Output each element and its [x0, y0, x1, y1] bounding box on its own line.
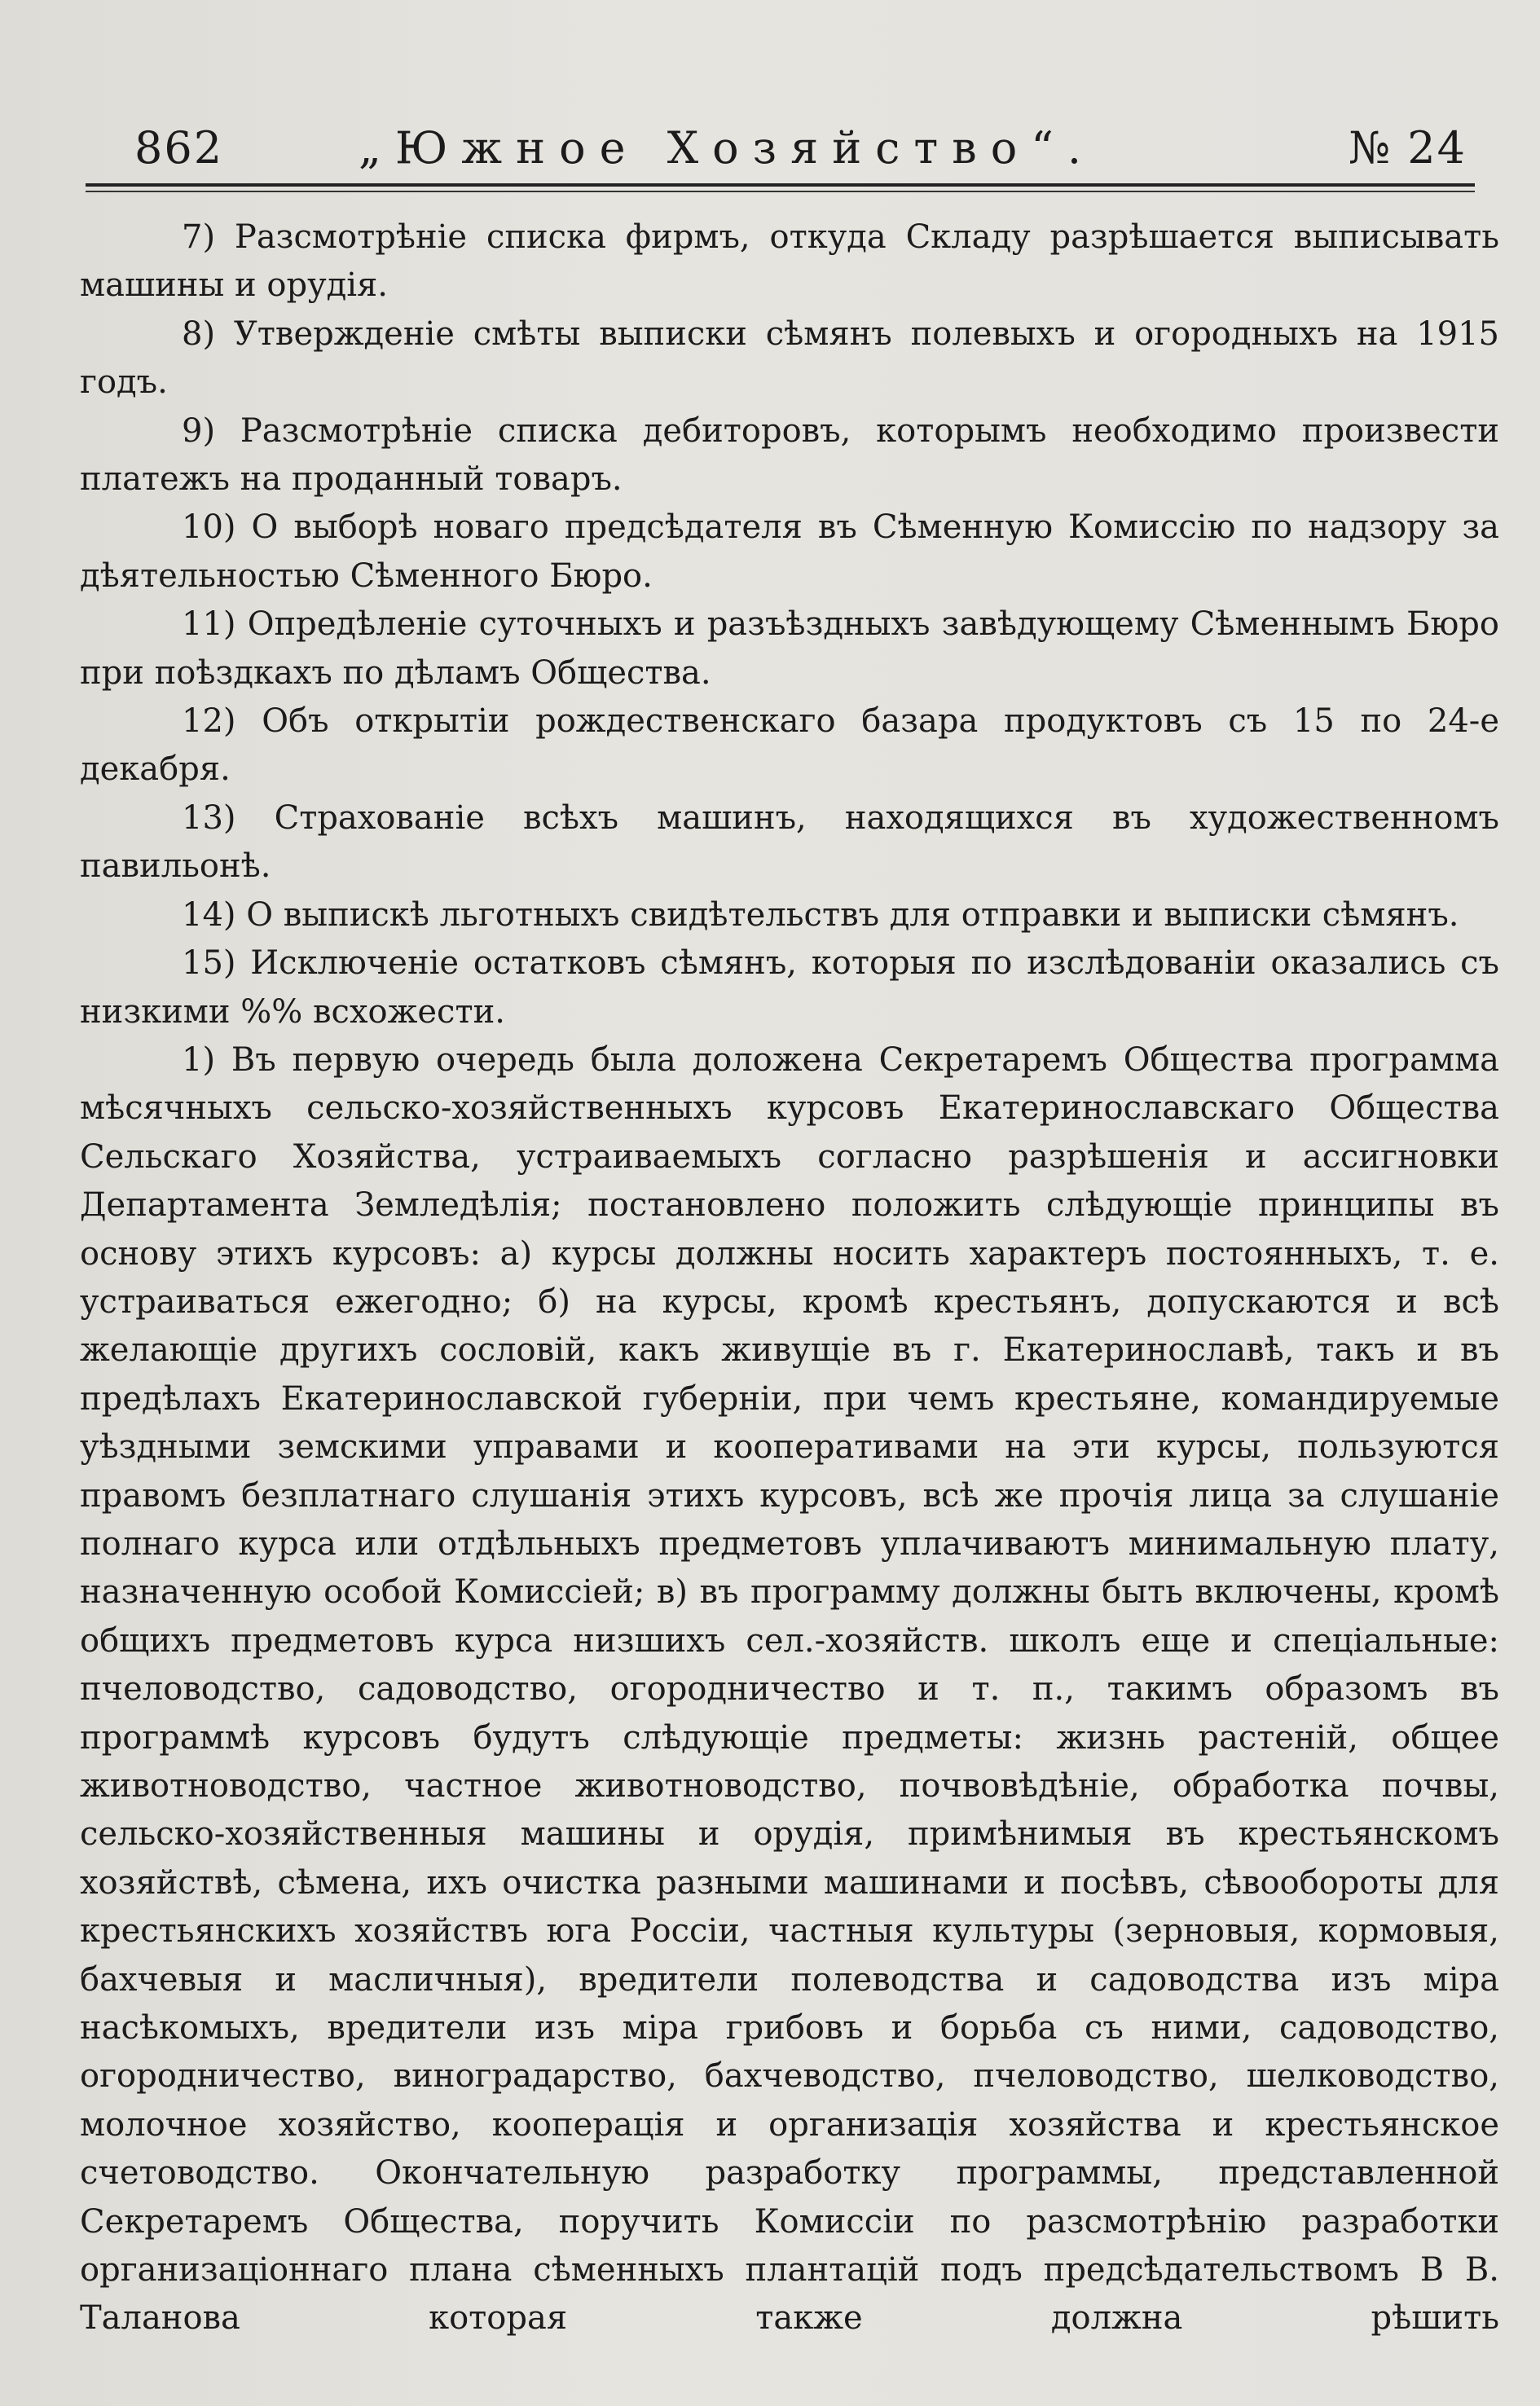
article-body [80, 213, 1499, 2343]
journal-title: „Южное Хозяйство“. [359, 122, 1095, 174]
agenda-item-7: 7) Разсмотрѣніе списка фирмъ, откуда Складу разрѣшается выписывать машины и орудія. [80, 218, 1499, 305]
agenda-item-13: 13) Страхованіе всѣхъ машинъ, находящихся въ художественномъ павильонѣ. [80, 798, 1499, 886]
agenda-item-9: 9) Разсмотрѣніе списка дебиторовъ, которымъ необходимо произвести платежъ на проданный товаръ. [80, 411, 1499, 499]
running-header [90, 122, 1467, 187]
decision-paragraph-1: 1) Въ первую очередь была доложена Секретаремъ Общества программа мѣсячныхъ сельско-хозяйственныхъ курсовъ Екатеринославскаго Общества Сельскаго Хозяйства, устраиваемыхъ согласно разрѣшенія и ассигновки Департамента Земледѣлія; постановлено положить слѣдующіе принципы въ основу этихъ курсовъ: а) курсы должны носить характеръ постоянныхъ, т. е. устраиваться ежегодно; б) на курсы, кромѣ крестьянъ, допускаются и всѣ желающіе другихъ сословій, какъ живущіе въ г. Екатеринославѣ, такъ и въ предѣлахъ Екатеринославской губерніи, при чемъ крестьяне, командируемые уѣздными земскими управами и кооперативами на эти курсы, пользуются правомъ безплатнаго слушанія этихъ курсовъ, всѣ же прочія лица за слушаніе полнаго курса или отдѣльныхъ предметовъ уплачиваютъ минимальную плату, назначенную особой Комиссіей; в) въ программу должны быть включены, кромѣ общихъ предметовъ курса низшихъ сел.-хозяйств. школъ еще и спеціальные: пчеловодство, садоводство, огородничество и т. п., такимъ образомъ въ программѣ курсовъ будутъ слѣдующіе предметы: жизнь растеній, общее животноводство, частное животноводство, почвовѣдѣніе, обработка почвы, сельско-хозяйственныя машины и орудія, примѣнимыя въ крестьянскомъ хозяйствѣ, сѣмена, ихъ очистка разными машинами и посѣвъ, сѣвообороты для крестьянскихъ хозяйствъ юга Россіи, частныя культуры (зерновыя, кормовыя, бахчевыя и масличныя), вредители полеводства и садоводства изъ міра насѣкомыхъ, вредители изъ міра грибовъ и борьба съ ними, садоводство, огородничество, виноградарство, бахчеводство, пчеловодство, шелководство, молочное хозяйство, кооперація и организація хозяйства и крестьянское счетоводство. Окончательную разработку программы, представленной Секретаремъ Общества, поручить Комиссіи по разсмотрѣнію разработки организаціоннаго плана сѣменныхъ плантацій подъ предсѣдательствомъ В В. Таланова которая также должна рѣшить [80, 1040, 1499, 2338]
agenda-item-15: 15) Исключеніе остатковъ сѣмянъ, которыя по изслѣдованіи оказались съ низкими %% всхожести. [80, 944, 1499, 1031]
header-rule-thin [86, 191, 1475, 192]
agenda-item-8: 8) Утвержденіе смѣты выписки сѣмянъ полевыхъ и огородныхъ на 1915 годъ. [80, 314, 1499, 402]
agenda-item-14: 14) О выпискѣ льготныхъ свидѣтельствъ для отправки и выписки сѣмянъ. [182, 895, 1459, 934]
issue-number: № 24 [1349, 122, 1467, 174]
page-number: 862 [134, 122, 224, 174]
agenda-item-12: 12) Объ открытіи рождественскаго базара продуктовъ съ 15 по 24-е декабря. [80, 702, 1499, 789]
agenda-item-10: 10) О выборѣ новаго предсѣдателя въ Сѣменную Комиссію по надзору за дѣятельностью Сѣменного Бюро. [80, 508, 1499, 595]
agenda-item-11: 11) Опредѣленіе суточныхъ и разъѣздныхъ завѣдующему Сѣменнымъ Бюро при поѣздкахъ по дѣламъ Общества. [80, 605, 1499, 692]
header-rule-thick [86, 183, 1475, 187]
